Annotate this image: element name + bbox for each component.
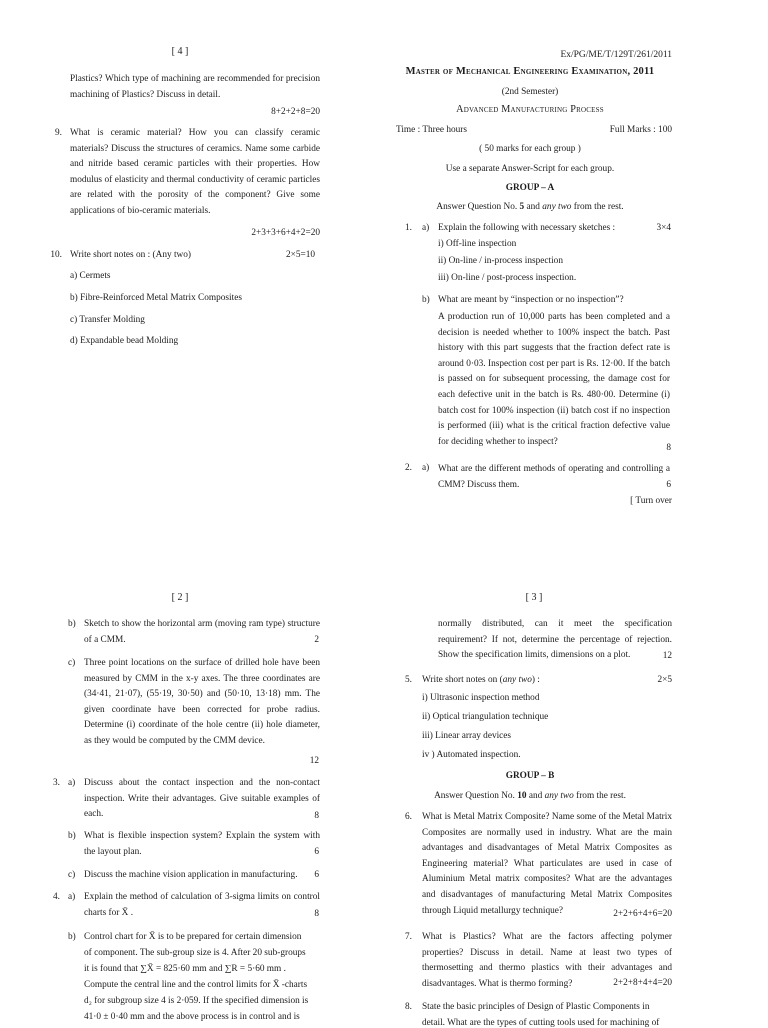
group-a-instruction: Answer Question No. 5 and any two from the rest. (436, 202, 624, 212)
page-number: [ 3 ] (525, 592, 543, 603)
question-number: 7. (405, 932, 412, 942)
question-4a-marks: 8 (314, 909, 319, 919)
question-2a-marks: 6 (666, 480, 671, 490)
group-b-heading: GROUP – B (505, 771, 555, 781)
question-4b-line: d₂ for subgroup size 4 is 2·059. If the specified dimension is (84, 996, 309, 1006)
list-item: a) Cermets (70, 271, 111, 281)
question-2c-text: Three point locations on the surface of drilled hole have been measured by CMM in the x-y axes. The three coordinates are (34·41, 21·07), (55·19, 30·50) and (50·10, 13·18) mm. The given coordinate have been corrected for probe radius. Determine (i) coordinate of the hole centre (ii) hole diameter, as they would be computed by the CMM device. (84, 658, 320, 746)
question-3b-marks: 6 (314, 847, 319, 857)
question-part-label: c) (68, 658, 76, 668)
question-part-label: b) (422, 295, 430, 305)
question-4b-line: Compute the central line and the control limits for X̄ -charts (84, 980, 308, 990)
question-number: 10. (50, 250, 62, 260)
list-item: d) Expandable bead Molding (70, 336, 179, 346)
group-a-heading: GROUP – A (505, 183, 555, 193)
question-number: 1. (405, 223, 412, 233)
list-item: i) Off-line inspection (438, 239, 517, 249)
question-7-text: What is Plastics? What are the factors affecting polymer properties? Discuss in detail. Name at least two types of thermosetting and thermo plastics with their advantages and disadvantages. What is thermo forming? (422, 932, 672, 989)
question-part-label: b) (68, 932, 76, 942)
question-8-line: detail. What are the types of cutting tools used for machining of (422, 1018, 660, 1028)
question-4a-text: Explain the method of calculation of 3-sigma limits on control charts for X̄ . (84, 892, 320, 918)
question-part-label: c) (68, 870, 76, 880)
question-9-text: What is ceramic material? How you can classify ceramic materials? Discuss the structures of ceramics. Name some carbide and nitride based ceramic particles with their properties. How modulus of elasticity and thermal conductivity of ceramic particles are related with the porosity of the component? Give some applications of bio-ceramic materials. (70, 128, 320, 216)
question-number: 2. (405, 463, 412, 473)
question-5-marks: 2×5 (657, 675, 672, 685)
page-4 (0, 0, 384, 512)
question-4b-line: of component. The sub-group size is 4. After 20 sub-groups (84, 948, 306, 958)
marks-note: ( 50 marks for each group ) (479, 144, 581, 154)
question-1a-text: Explain the following with necessary sketches : (438, 223, 616, 233)
question-3c-text: Discuss the machine vision application in manufacturing. (84, 870, 298, 880)
question-number: 6. (405, 812, 412, 822)
question-part-label: a) (68, 778, 76, 788)
question-4b-line: 41·0 ± 0·40 mm and the above process is in control and is (84, 1012, 300, 1022)
question-10-text: Write short notes on : (Any two) (70, 250, 191, 260)
group-b-instruction: Answer Question No. 10 and any two from the rest. (434, 791, 626, 801)
question-4b-marks: 12 (662, 651, 672, 661)
question-part-label: a) (68, 892, 76, 902)
question-8-marks: 8+2+2+8=20 (271, 107, 320, 117)
exam-title: Master of Mechanical Engineering Examination, 2011 (405, 66, 655, 77)
full-marks: Full Marks : 100 (609, 125, 672, 135)
question-1b-marks: 8 (666, 443, 671, 453)
question-1b-heading: What are meant by “inspection or no inspection”? (438, 295, 624, 305)
answer-script-note: Use a separate Answer-Script for each group. (445, 164, 615, 174)
list-item: ii) Optical triangulation technique (422, 712, 549, 722)
paper-code: Ex/PG/ME/T/129T/261/2011 (560, 50, 672, 60)
page-2 (0, 512, 384, 1024)
question-part-label: b) (68, 619, 76, 629)
page-3 (384, 512, 768, 1028)
question-3a-text: Discuss about the contact inspection and the non-contact inspection. Write their advantages. Give suitable examples of each. (84, 778, 320, 820)
question-number: 9. (55, 128, 62, 138)
list-item: c) Transfer Molding (70, 315, 145, 325)
question-4b-continuation: normally distributed, can it meet the specification requirement? If not, determine the percentage of rejection. Show the specification limits, dimensions on a plot. (438, 619, 672, 661)
page-number: [ 2 ] (171, 592, 189, 603)
question-1a-marks: 3×4 (656, 223, 671, 233)
question-5-text: Write short notes on (any two) : (422, 675, 540, 685)
page-1 (384, 0, 768, 512)
question-part-label: a) (422, 223, 430, 233)
question-part-label: b) (68, 831, 76, 841)
question-2c-marks: 12 (309, 756, 319, 766)
question-3b-text: What is flexible inspection system? Explain the system with the layout plan. (84, 831, 320, 857)
page-number: [ 4 ] (171, 46, 189, 57)
semester: (2nd Semester) (501, 87, 559, 97)
time-allowed: Time : Three hours (396, 125, 468, 135)
question-3c-marks: 6 (314, 870, 319, 880)
question-6-marks: 2+2+6+4+6=20 (613, 909, 672, 919)
question-number: 5. (405, 675, 412, 685)
question-6-text: What is Metal Matrix Composite? Name some of the Metal Matrix Composites are normally used in industry. What are the main advantages and disadvantages of Metal Matrix Composites as Engineering material? What particulates are used in case of Aluminium Metal matrix composites? What are the advantages and disadvantages of manufacturing Metal Matrix Composites through Liquid metallurgy technique? (422, 812, 672, 916)
question-4b-line: Control chart for X̄ is to be prepared for certain dimension (84, 932, 302, 942)
question-part-label: a) (422, 463, 430, 473)
list-item: iii) On-line / post-process inspection. (438, 273, 577, 283)
question-9-marks: 2+3+3+6+4+2=20 (251, 228, 320, 238)
turn-over-note: [ Turn over (630, 496, 672, 506)
list-item: iii) Linear array devices (422, 731, 512, 741)
list-item: ii) On-line / in-process inspection (438, 256, 563, 266)
question-2b-text: Sketch to show the horizontal arm (moving ram type) structure of a CMM. (84, 619, 320, 645)
question-3a-marks: 8 (314, 811, 319, 821)
question-4b-line: it is found that ∑X̄ = 825·60 mm and ∑R = 5·60 mm . (84, 964, 286, 974)
question-number: 8. (405, 1002, 412, 1012)
question-8-line: State the basic principles of Design of Plastic Components in (422, 1002, 650, 1012)
list-item: iv ) Automated inspection. (422, 750, 521, 760)
question-1b-text: A production run of 10,000 parts has been completed and a decision is needed whether to 100% inspect the batch. Past history with this part suggests that the fraction defect rate is around 0·03. Inspection cost per part is Rs. 12·00. If the batch is passed on for subsequent processing, the damage cost for each defective unit in the batch is Rs. 480·00. Determine (i) batch cost for 100% inspection (ii) batch cost if no inspection is performed (iii) what is the critical fraction defective value for deciding whether to inspect? (438, 312, 670, 447)
subject-title: Advanced Manufacturing Process (456, 104, 604, 115)
question-7-marks: 2+2+8+4+4=20 (613, 978, 672, 988)
question-number: 4. (53, 892, 60, 902)
question-8-continuation: Plastics? Which type of machining are recommended for precision machining of Plastics? Discuss in detail. (70, 74, 320, 100)
question-10-marks: 2×5=10 (286, 250, 316, 260)
question-2a-text: What are the different methods of operating and controlling a CMM? Discuss them. (438, 464, 670, 490)
question-2b-marks: 2 (314, 635, 319, 645)
list-item: b) Fibre-Reinforced Metal Matrix Composites (70, 293, 242, 303)
list-item: i) Ultrasonic inspection method (422, 693, 540, 703)
question-number: 3. (53, 778, 60, 788)
